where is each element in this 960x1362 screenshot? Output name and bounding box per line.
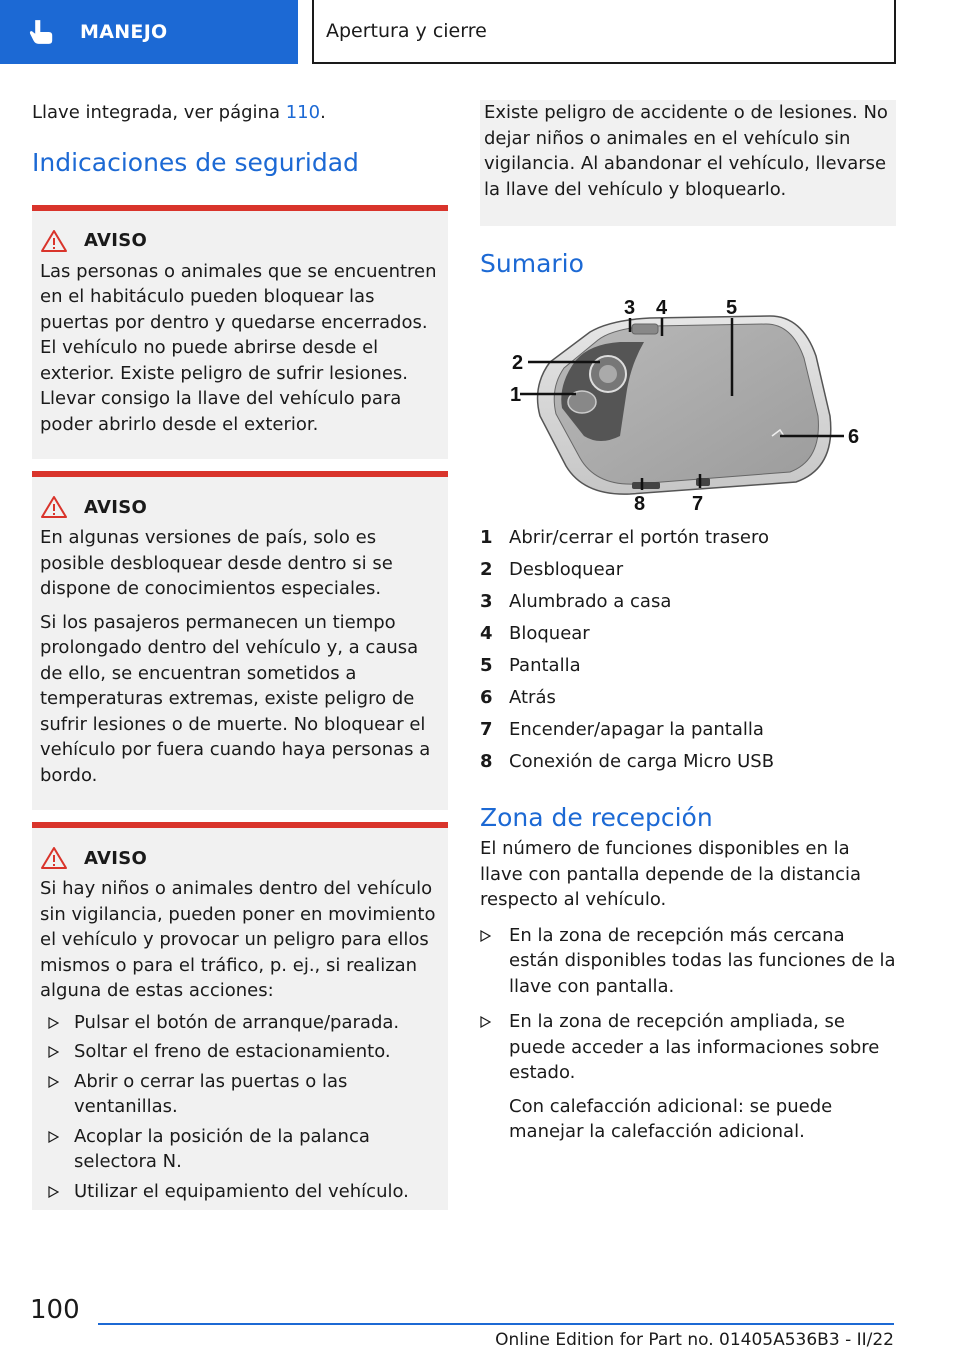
chapter-title: Apertura y cierre	[326, 20, 487, 42]
zone-intro: El número de funciones disponibles en la llave con pantalla depende de la distancia respecto al vehículo.	[480, 838, 862, 910]
warning-label: AVISO	[84, 847, 148, 869]
legend-item: 1 Abrir/cerrar el portón trasero	[480, 527, 770, 548]
display-key-illustration	[480, 296, 896, 516]
warning-label: AVISO	[84, 230, 148, 251]
callout-label: 7	[692, 493, 704, 515]
warning-text: En algunas versiones de país, solo es posible desbloquear desde dentro si se dispone de conocimientos especiales.	[40, 527, 393, 599]
legend-item: 8 Conexión de carga Micro USB	[480, 751, 775, 772]
warning-text: Las personas o animales que se encuentren en el habitáculo pueden bloquear las puertas por dentro y quedarse encerrados. El vehículo no puede abrirse desde el exterior. Existe peligro de sufrir lesiones. Llevar consigo la llave del vehículo para poder abrirlo desde el exterior.	[40, 260, 437, 435]
legend-item: 5 Pantalla	[480, 655, 581, 676]
warning-box	[32, 205, 448, 460]
warning-triangle-icon	[40, 846, 68, 870]
right-column	[480, 100, 896, 1145]
callout-label: 6	[848, 426, 860, 448]
left-column	[32, 100, 448, 1210]
callout-label: 3	[624, 297, 636, 319]
list-item: Soltar el freno de estacionamiento.	[40, 1039, 440, 1065]
warning-label: AVISO	[84, 496, 148, 518]
warning-continued-box	[480, 100, 896, 226]
page-link[interactable]: 110	[285, 102, 321, 123]
list-item: Acoplar la posición de la palanca selectora N.	[40, 1124, 440, 1175]
triangle-bullet-icon	[48, 1046, 59, 1058]
list-item: En la zona de recepción más cercana están disponibles todas las funciones de la llave con pantalla.	[480, 923, 896, 1000]
list-item: Pulsar el botón de arranque/parada.	[40, 1010, 440, 1036]
warning-triangle-icon	[40, 229, 68, 253]
warning-text: Si los pasajeros permanecen un tiempo prolongado dentro del vehículo y, a causa de ello, se encuentran sometidos a temperaturas extremas, existe peligro de sufrir lesiones o de muerte. No bloquear el vehículo por fuera cuando haya personas a bordo.	[40, 611, 431, 786]
warning-header	[40, 846, 440, 870]
footer-divider	[98, 1323, 894, 1325]
callout-label: 8	[634, 493, 646, 515]
callout-label: 5	[726, 297, 738, 319]
legend-item: 2 Desbloquear	[480, 559, 624, 580]
legend-item: 7 Encender/apagar la pantalla	[480, 719, 764, 740]
triangle-bullet-icon	[48, 1186, 59, 1198]
callout-label: 4	[656, 297, 668, 319]
triangle-bullet-icon	[480, 930, 491, 942]
legend-list	[480, 522, 896, 778]
warning-triangle-icon	[40, 495, 68, 519]
warning-box	[32, 822, 448, 1210]
callout-label: 2	[512, 352, 524, 374]
warning-action-list	[40, 1010, 440, 1205]
zone-list	[480, 923, 896, 1145]
legend-item: 6 Atrás	[480, 687, 556, 708]
warning-header	[40, 229, 440, 253]
chapter-header	[312, 0, 896, 64]
warning-text: Si hay niños o animales dentro del vehículo sin vigilancia, pueden poner en movimiento el vehículo y provocar un peligro para ellos mismos o para el tráfico, p. ej., si realizan alguna de estas acciones:	[40, 878, 436, 1001]
warning-box	[32, 471, 448, 810]
page-number: 100	[30, 1295, 80, 1325]
callout-label: 1	[510, 384, 522, 406]
legend-item: 4 Bloquear	[480, 623, 590, 644]
triangle-bullet-icon	[48, 1017, 59, 1029]
section-label: MANEJO	[80, 21, 168, 43]
intro-paragraph: Llave integrada, ver página 110.	[32, 102, 326, 123]
triangle-bullet-icon	[480, 1016, 491, 1028]
steering-hand-icon	[22, 12, 62, 52]
header-section-tab	[0, 0, 298, 64]
heading-summary: Sumario	[480, 249, 584, 278]
heading-safety: Indicaciones de seguridad	[32, 147, 359, 177]
triangle-bullet-icon	[48, 1076, 59, 1088]
heading-reception-zone: Zona de recepción	[480, 803, 713, 832]
warning-header	[40, 495, 440, 519]
list-item: En la zona de recepción ampliada, se puede acceder a las informaciones sobre estado. Con calefacción adicional: se puede manejar la calefacción adicional.	[480, 1009, 896, 1145]
key-figure	[480, 296, 896, 516]
triangle-bullet-icon	[48, 1131, 59, 1143]
list-item: Utilizar el equipamiento del vehículo.	[40, 1179, 440, 1205]
legend-item: 3 Alumbrado a casa	[480, 591, 672, 612]
warning-continued-text: Existe peligro de accidente o de lesiones. No dejar niños o animales en el vehículo sin vigilancia. Al abandonar el vehículo, llevarse la llave del vehículo y bloquearlo.	[484, 102, 888, 200]
edition-text: Online Edition for Part no. 01405A536B3 - II/22	[495, 1330, 894, 1350]
list-item: Abrir o cerrar las puertas o las ventanillas.	[40, 1069, 440, 1120]
